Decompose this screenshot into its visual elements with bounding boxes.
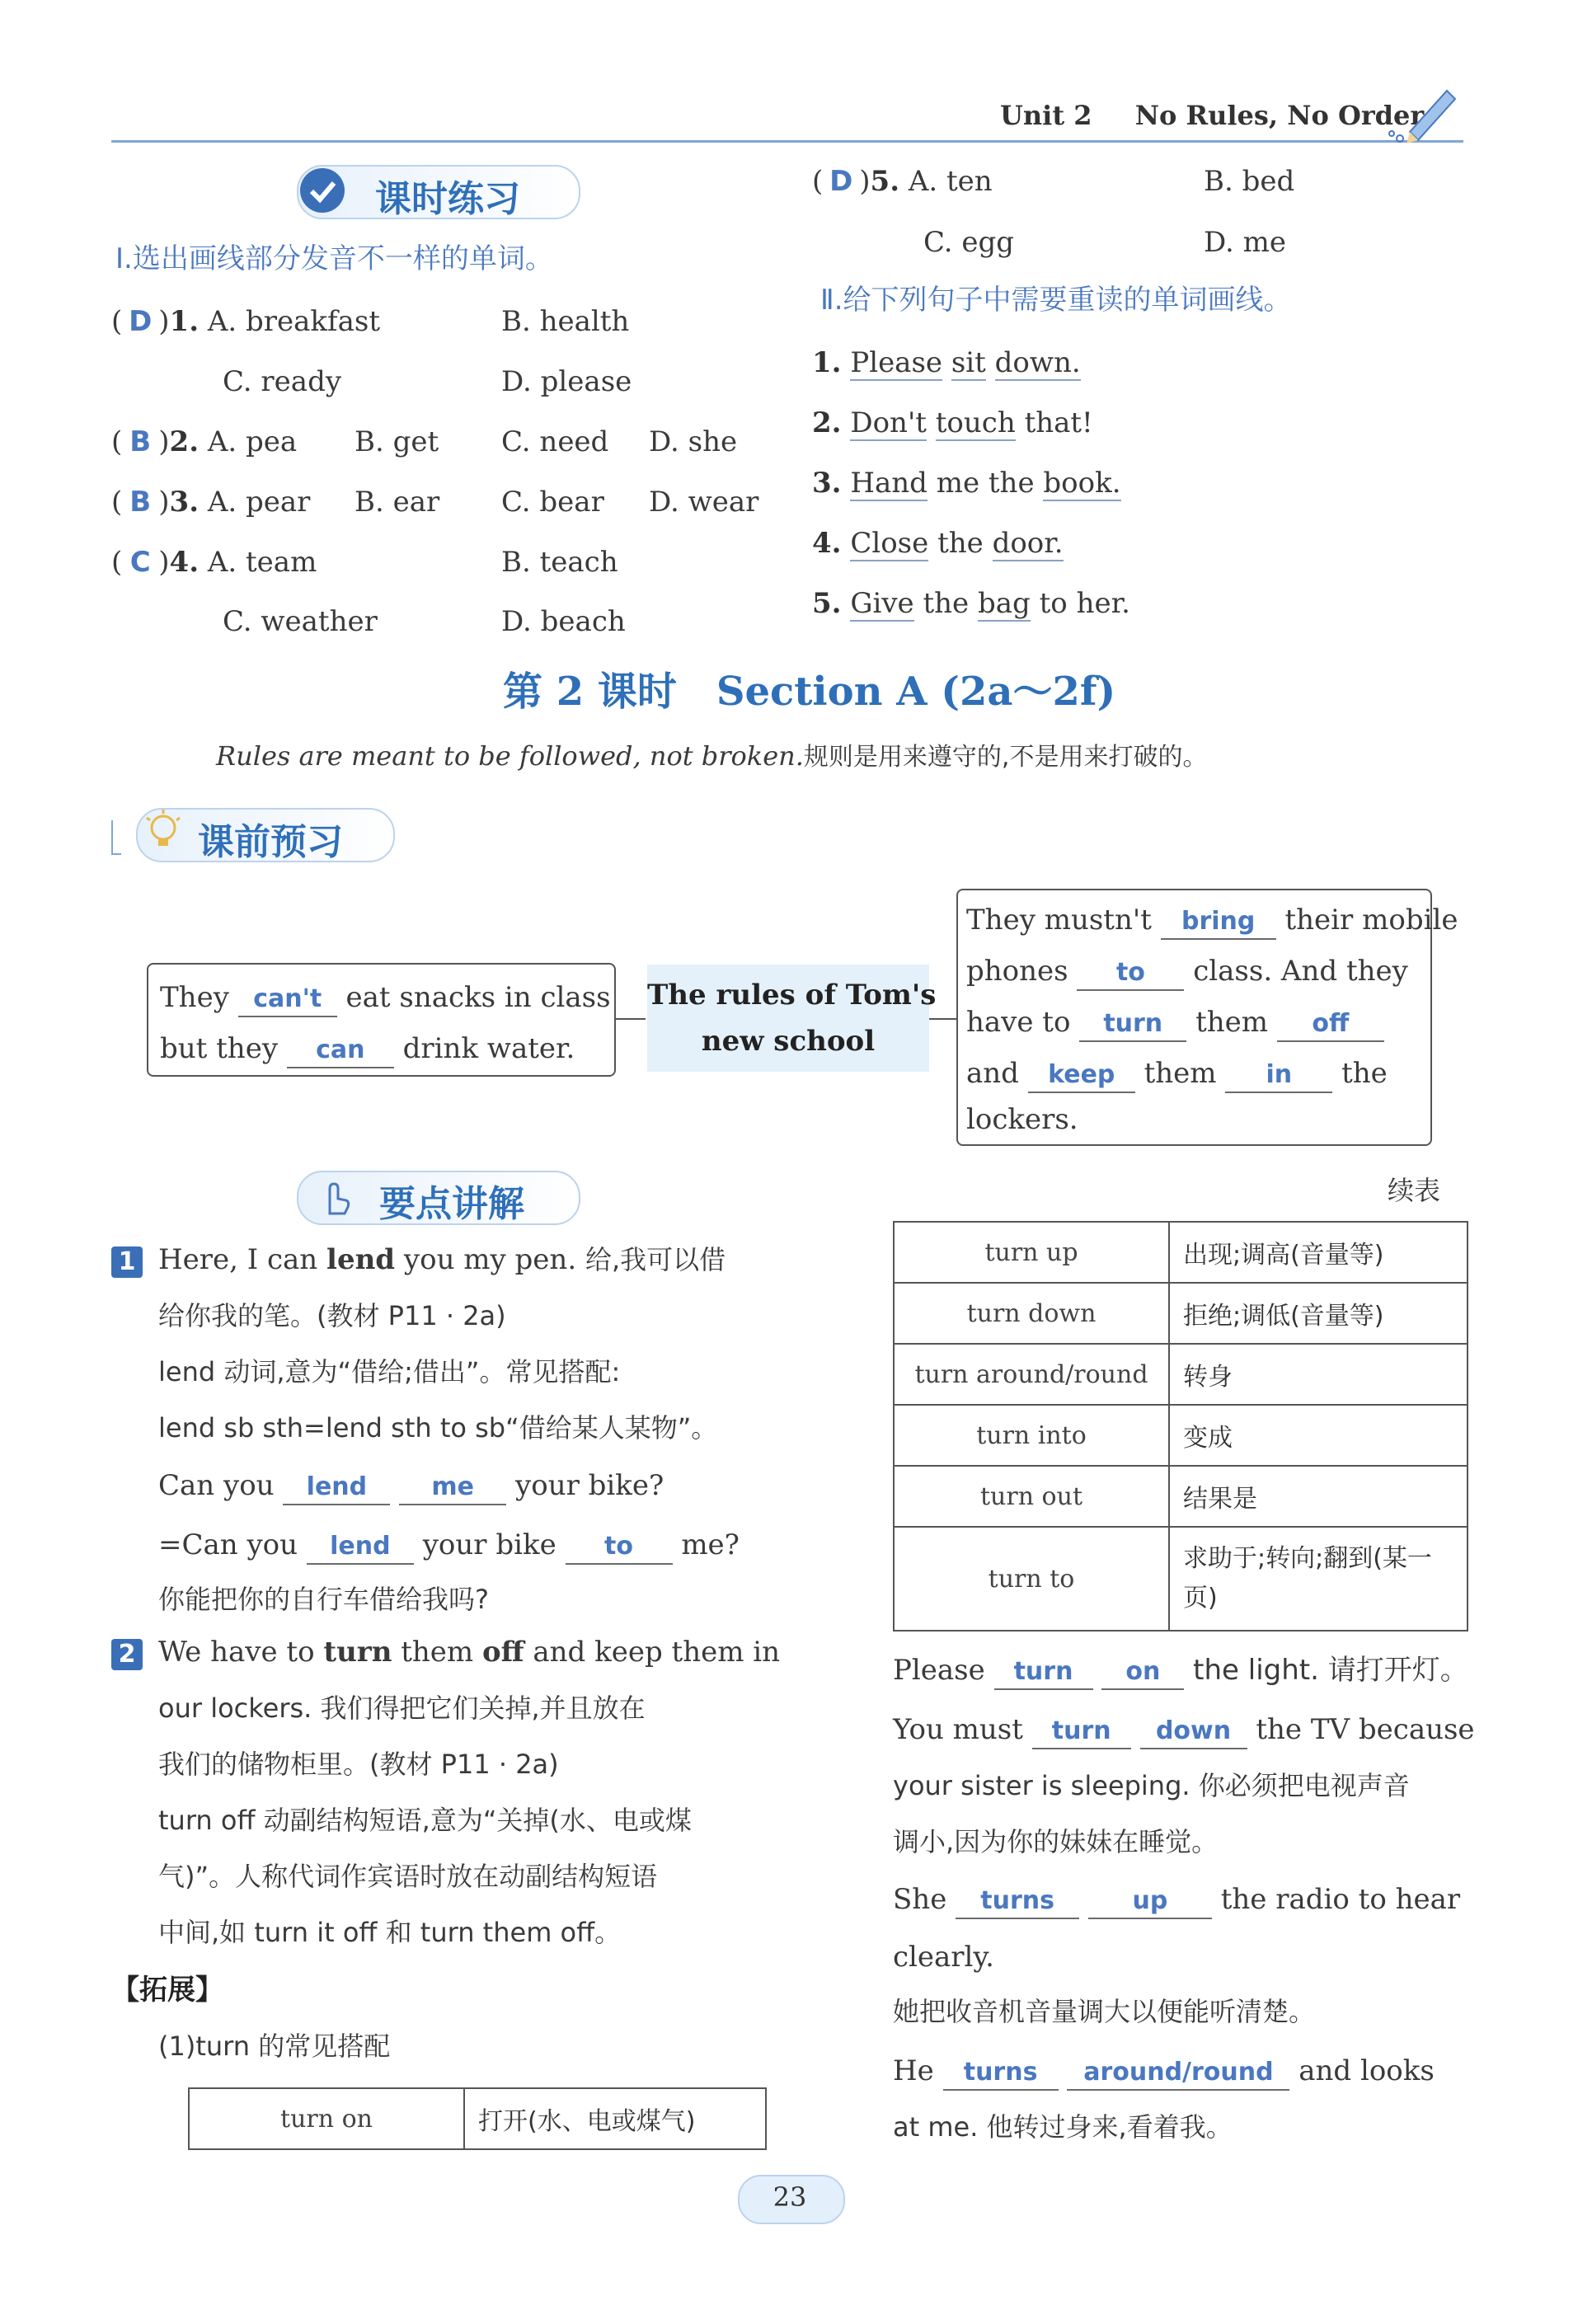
blank-turn: turn (1079, 1007, 1186, 1042)
ex4-c: and looks (1298, 2054, 1435, 2087)
s2-num: 2. (812, 406, 842, 439)
table-row (894, 1466, 1468, 1527)
turn-table-right (893, 1221, 1468, 1631)
right-t9: the (1341, 1057, 1388, 1090)
table-row (189, 2088, 766, 2149)
s1-w1: Please (850, 346, 943, 379)
q5-row: ( D )5. A. ten (812, 165, 993, 198)
q1-a: A. breakfast (207, 305, 380, 338)
p1-line6 (158, 1527, 740, 1565)
ex3-a: She (893, 1883, 947, 1916)
p2-line4: turn off 动副结构短语,意为“关掉(水、电或煤 (158, 1805, 692, 1836)
ex2-line1 (893, 1711, 1475, 1749)
p2-l1d: off (481, 1636, 524, 1669)
s1-w2: sit (951, 346, 986, 379)
table-cell-en: turn up (894, 1222, 1169, 1283)
blank-to: to (1077, 956, 1184, 991)
s4-w1: Close (850, 527, 929, 560)
p1-l6c: me? (681, 1528, 740, 1561)
q4-answer: C (129, 546, 151, 579)
left-t3: but they (160, 1032, 279, 1065)
left-t4: drink water. (402, 1032, 575, 1065)
s2-w2: touch (935, 406, 1016, 439)
s4-w2: the (937, 527, 984, 560)
q2-a: A. pea (207, 425, 298, 458)
table-cell-cn: 拒绝;调低(音量等) (1169, 1283, 1468, 1344)
right-line1 (966, 902, 1458, 940)
blank-bring: bring (1161, 905, 1276, 940)
blank-around: around/round (1067, 2056, 1289, 2091)
p1-l6a: =Can you (158, 1528, 298, 1561)
q2-c: C. need (501, 425, 609, 458)
lesson-motto (216, 738, 1207, 776)
table-cell-cn: 打开(水、电或煤气) (464, 2088, 766, 2149)
right-line5: lockers. (966, 1103, 1078, 1136)
ex3-c: the radio to hear (1220, 1883, 1461, 1916)
blank-lend-2: lend (307, 1530, 414, 1565)
q1-c: C. ready (223, 365, 342, 398)
s5-w1: Give (850, 587, 914, 620)
header-unit (1000, 97, 1424, 134)
blank-in: in (1225, 1059, 1332, 1093)
q3-answer: B (129, 486, 152, 519)
q5-d: D. me (1204, 226, 1287, 259)
table-row (894, 1405, 1468, 1466)
ex3-line1 (893, 1881, 1460, 1919)
p2-line2: our lockers. 我们得把它们关掉,并且放在 (158, 1693, 646, 1724)
q5-num: 5. (870, 165, 900, 198)
q2-row: ( B )2. A. pea (111, 425, 298, 458)
part2-title: Ⅱ.给下列句子中需要重读的单词画线。 (820, 284, 1292, 317)
s5-w3: bag (978, 587, 1031, 620)
ex3-line3: 她把收音机音量调大以便能听清楚。 (893, 1996, 1316, 2027)
sentence-5 (812, 585, 1130, 622)
right-t2: their mobile (1284, 904, 1458, 937)
table-cell-en: turn around/round (894, 1344, 1169, 1405)
table-cell-en: turn out (894, 1466, 1169, 1527)
p2-line3: 我们的储物柜里。(教材 P11 · 2a) (158, 1749, 559, 1780)
s4-w3: door. (992, 527, 1064, 560)
q1-b: B. health (501, 305, 630, 338)
check-icon (298, 167, 346, 218)
table-row (894, 1344, 1468, 1405)
ex4-a: He (893, 2054, 934, 2087)
blank-turn-1: turn (994, 1655, 1093, 1690)
sentence-1 (812, 345, 1081, 381)
q3-c: C. bear (501, 486, 604, 519)
p1-line4: lend sb sth=lend sth to sb“借给某人某物”。 (158, 1412, 718, 1444)
table-cell-en: turn into (894, 1405, 1169, 1466)
keypoints-banner-title: 要点讲解 (379, 1183, 524, 1225)
q4-a: A. team (207, 546, 317, 579)
p2-l1e: and keep them in (533, 1636, 781, 1669)
right-t4: class. And they (1193, 955, 1408, 988)
q4-row: ( C )4. A. team (111, 546, 317, 579)
table-cell-cn: 结果是 (1169, 1466, 1468, 1527)
ex4-line2: at me. 他转过身来,看着我。 (893, 2111, 1233, 2143)
q2-answer: B (129, 425, 152, 458)
page-number: 23 (773, 2181, 807, 2213)
s2-w3: that! (1024, 406, 1093, 439)
blank-turns-1: turns (956, 1885, 1079, 1919)
hand-pointer-icon (313, 1177, 355, 1222)
lesson-title: 第 2 课时 Section A (2a～2f) (503, 669, 1116, 715)
right-line4 (966, 1055, 1388, 1093)
q5-c: C. egg (923, 226, 1015, 259)
q5-a: A. ten (908, 165, 993, 198)
s1-num: 1. (812, 346, 842, 379)
ex2-a: You must (893, 1713, 1023, 1746)
preview-bracket (111, 820, 121, 855)
table-cell-cn: 求助于;转向;翻到(某一页) (1169, 1527, 1468, 1631)
q2-num: 2. (169, 425, 200, 458)
ex2-line2: your sister is sleeping. 你必须把电视声音 (893, 1770, 1410, 1801)
q3-row: ( B )3. A. pear (111, 486, 311, 519)
table-cell-en: turn on (189, 2088, 464, 2149)
blank-to-2: to (566, 1530, 673, 1565)
s3-w2: me the (936, 467, 1035, 500)
s5-w2: the (923, 587, 970, 620)
point1-num: 1 (111, 1247, 143, 1278)
left-t1: They (160, 981, 229, 1014)
header-divider (111, 140, 1463, 143)
q4-d: D. beach (501, 605, 626, 638)
sentence-3 (812, 465, 1121, 501)
p1-line1 (158, 1242, 726, 1278)
right-line2 (966, 953, 1408, 991)
table-row (894, 1222, 1468, 1283)
left-t2: eat snacks in class (345, 981, 611, 1014)
p1-line2: 给你我的笔。(教材 P11 · 2a) (158, 1300, 506, 1331)
connector-left (614, 1018, 646, 1020)
q1-row1: ( D )1. A. breakfast (111, 305, 380, 338)
center-line1: The rules of Tom's (647, 979, 937, 1012)
blank-down: down (1140, 1715, 1247, 1749)
table-cell-cn: 变成 (1169, 1405, 1468, 1466)
ex2-c: the TV because (1256, 1713, 1475, 1746)
ex2-line3: 调小,因为你的妹妹在睡觉。 (893, 1826, 1219, 1857)
p1-l1d: 给,我可以借 (585, 1244, 726, 1275)
table-row (894, 1527, 1468, 1631)
extension-label: 【拓展】 (111, 1974, 223, 2007)
s4-num: 4. (812, 527, 842, 560)
p1-line3: lend 动词,意为“借给;借出”。常见搭配: (158, 1356, 621, 1387)
blank-lend-1: lend (283, 1471, 390, 1505)
table-cell-en: turn down (894, 1283, 1169, 1344)
blank-can: can (287, 1034, 394, 1068)
preview-banner-title: 课前预习 (198, 821, 343, 863)
right-t3: phones (966, 955, 1068, 988)
left-line1 (160, 979, 611, 1017)
p1-l1c: you my pen. (403, 1243, 577, 1276)
right-t1: They mustn't (966, 904, 1152, 937)
blank-off: off (1277, 1007, 1384, 1042)
q5-answer: D (829, 165, 853, 198)
table-cell-en: turn to (894, 1527, 1169, 1631)
point1-badge (111, 1247, 143, 1278)
center-line2: new school (701, 1025, 876, 1058)
s3-num: 3. (812, 467, 842, 500)
blank-up: up (1088, 1885, 1212, 1919)
p2-line5: 气)”。人称代词作宾语时放在动副结构短语 (158, 1861, 658, 1892)
practice-banner-title: 课时练习 (375, 178, 520, 220)
right-t7: and (966, 1057, 1019, 1090)
right-t5: have to (966, 1006, 1071, 1039)
p2-line1 (158, 1634, 780, 1670)
q4-num: 4. (169, 546, 200, 579)
unit-title: No Rules, No Order (1134, 100, 1425, 131)
ex1-c: the light. 请打开灯。 (1193, 1654, 1468, 1687)
q2-b: B. get (355, 425, 439, 458)
s1-w3: down. (994, 346, 1081, 379)
s3-w1: Hand (850, 467, 927, 500)
p1-l1a: Here, I can (158, 1243, 318, 1276)
unit-label: Unit 2 (1000, 100, 1092, 131)
q3-d: D. wear (649, 486, 759, 519)
sentence-2 (812, 405, 1093, 441)
q3-num: 3. (169, 486, 200, 519)
sentence-4 (812, 525, 1064, 561)
q1-answer: D (129, 305, 153, 338)
p2-line6: 中间,如 turn it off 和 turn them off。 (158, 1917, 622, 1948)
blank-turns-2: turns (943, 2056, 1059, 2091)
q3-b: B. ear (355, 486, 440, 519)
q3-a: A. pear (207, 486, 311, 519)
p1-line7: 你能把你的自行车借给我吗? (158, 1584, 489, 1615)
point2-badge (111, 1639, 143, 1670)
ex3-line2: clearly. (893, 1941, 994, 1974)
q5-b: B. bed (1204, 165, 1295, 198)
p2-l1b: turn (323, 1636, 392, 1669)
pencil-logo-icon (1385, 74, 1468, 152)
p2-l1a: We have to (158, 1636, 315, 1669)
extension-sub: (1)turn 的常见搭配 (158, 2031, 391, 2062)
q1-d: D. please (501, 365, 632, 398)
blank-keep: keep (1028, 1059, 1135, 1093)
table-cell-cn: 出现;调高(音量等) (1169, 1222, 1468, 1283)
blank-on: on (1101, 1655, 1184, 1690)
table-cell-cn: 转身 (1169, 1344, 1468, 1405)
q1-num: 1. (169, 305, 200, 338)
s5-w4: to her. (1039, 587, 1130, 620)
q4-b: B. teach (501, 546, 618, 579)
point2-num: 2 (111, 1639, 143, 1670)
ex1-line (893, 1652, 1468, 1690)
p2-l1c: them (401, 1636, 474, 1669)
q2-d: D. she (649, 425, 738, 458)
left-line2 (160, 1031, 575, 1068)
ex4-line1 (893, 2053, 1435, 2091)
p1-line5 (158, 1467, 664, 1505)
motto-en: Rules are meant to be followed, not broken. (216, 740, 804, 772)
s3-w3: book. (1043, 467, 1121, 500)
p1-l6b: your bike (422, 1528, 556, 1561)
s2-w1: Don't (850, 406, 927, 439)
table-row (894, 1283, 1468, 1344)
s5-num: 5. (812, 587, 842, 620)
p1-l5b: your bike? (515, 1469, 665, 1502)
right-t8: them (1144, 1057, 1217, 1090)
p1-l5a: Can you (158, 1469, 275, 1502)
blank-cant: can't (238, 983, 337, 1017)
part1-title: Ⅰ.选出画线部分发音不一样的单词。 (115, 242, 553, 275)
ex1-a: Please (893, 1654, 985, 1687)
turn-table-left (188, 2087, 767, 2150)
p1-l1b: lend (326, 1243, 396, 1276)
motto-cn: 规则是用来遵守的,不是用来打破的。 (803, 743, 1208, 772)
connector-right (929, 1018, 956, 1020)
q4-c: C. weather (223, 605, 378, 638)
lightbulb-icon (139, 806, 188, 859)
right-t6: them (1195, 1006, 1268, 1039)
continued-label: 续表 (1388, 1175, 1441, 1206)
right-line3 (966, 1004, 1384, 1042)
blank-me: me (399, 1471, 506, 1505)
blank-turn-2: turn (1032, 1715, 1131, 1749)
